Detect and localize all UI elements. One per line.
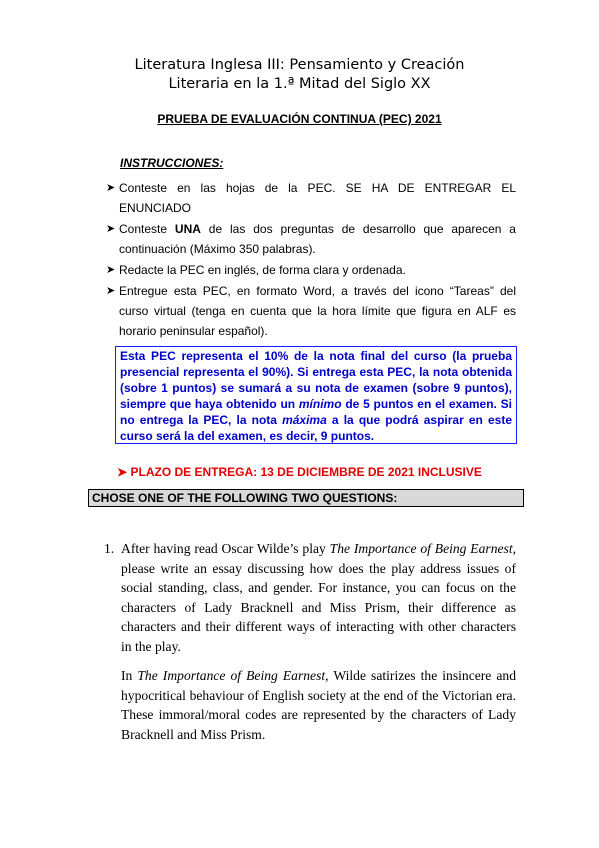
instruction-text: Conteste en las hojas de la PEC. SE HA DE ENTREGAR EL ENUNCIADO [119,181,516,215]
instructions-heading: INSTRUCCIONES: [120,156,224,170]
arrow-bullet-icon: ➤ [106,223,116,235]
notice-emphasis: máxima [282,413,327,427]
grading-notice-box [115,346,517,444]
arrow-bullet-icon: ➤ [106,264,116,276]
instruction-item [106,178,516,218]
arrow-bullet-icon: ➤ [106,285,116,297]
question-paragraph [121,539,516,656]
instruction-item [106,281,516,341]
notice-text: Esta PEC representa el 10% de la nota final del curso (la prueba presencial representa el 90%). Si entrega esta PEC, la nota obtenida (sobre 1 puntos) se sumará a su nota de examen (sobre 9 puntos), siempre que haya obtenido un [120,349,512,411]
instruction-text-part: Conteste [119,222,175,236]
question-text: please write an essay discussing how does the play address issues of social standing, class, and gender. For instance, you can focus on the characters of Lady Bracknell and Miss Prism, their difference as characters and their different ways of interacting with other characters in the play. [121,560,516,654]
question-number: 1. [104,541,115,556]
question-text: After having read Oscar Wilde’s play [121,541,330,556]
title-line-1: Literatura Inglesa III: Pensamiento y Creación [134,57,465,73]
question-body [121,539,516,754]
question-text: In [121,668,138,683]
instructions-list [106,178,516,342]
play-title: The Importance of Being Earnest, [329,541,516,556]
question-paragraph [121,666,516,744]
notice-text: a la que podrá aspirar en este curso será la del examen, es decir, 9 puntos. [120,413,513,443]
document-title [0,56,599,94]
instruction-item [106,219,516,259]
arrow-bullet-icon: ➤ [106,182,116,194]
instruction-text [119,219,516,259]
title-line-2: Literaria en la 1.ª Mitad del Siglo XX [168,76,431,92]
instruction-emphasis: UNA [174,222,201,236]
question-text: , Wilde satirizes the insincere and hypocritical behaviour of English society at the end of the Victorian era. These immoral/moral codes are represented by the characters of Lady Bracknell and Miss Prism. [121,668,516,742]
instruction-item [106,260,516,280]
play-title: The Importance of Being Earnest [137,668,326,683]
pec-heading: PRUEBA DE EVALUACIÓN CONTINUA (PEC) 2021 [157,112,442,126]
instruction-text-part: de las dos preguntas de desarrollo que aparecen a continuación (Máximo 350 palabras). [119,222,516,256]
choose-questions-heading: CHOSE ONE OF THE FOLLOWING TWO QUESTIONS: [88,489,524,507]
notice-emphasis: mínimo [298,397,342,411]
question-1 [104,539,516,754]
notice-text: de 5 puntos en el examen. Si no entrega la PEC, la nota [120,397,513,427]
instruction-text: Redacte la PEC en inglés, de forma clara y ordenada. [119,263,406,277]
deadline-notice: ➤ PLAZO DE ENTREGA: 13 DE DICIEMBRE DE 2021 INCLUSIVE [117,465,482,479]
instruction-text: Entregue esta PEC, en formato Word, a través del icono “Tareas” del curso virtual (tenga en cuenta que la hora límite que figura en ALF es horario peninsular español). [119,284,516,338]
